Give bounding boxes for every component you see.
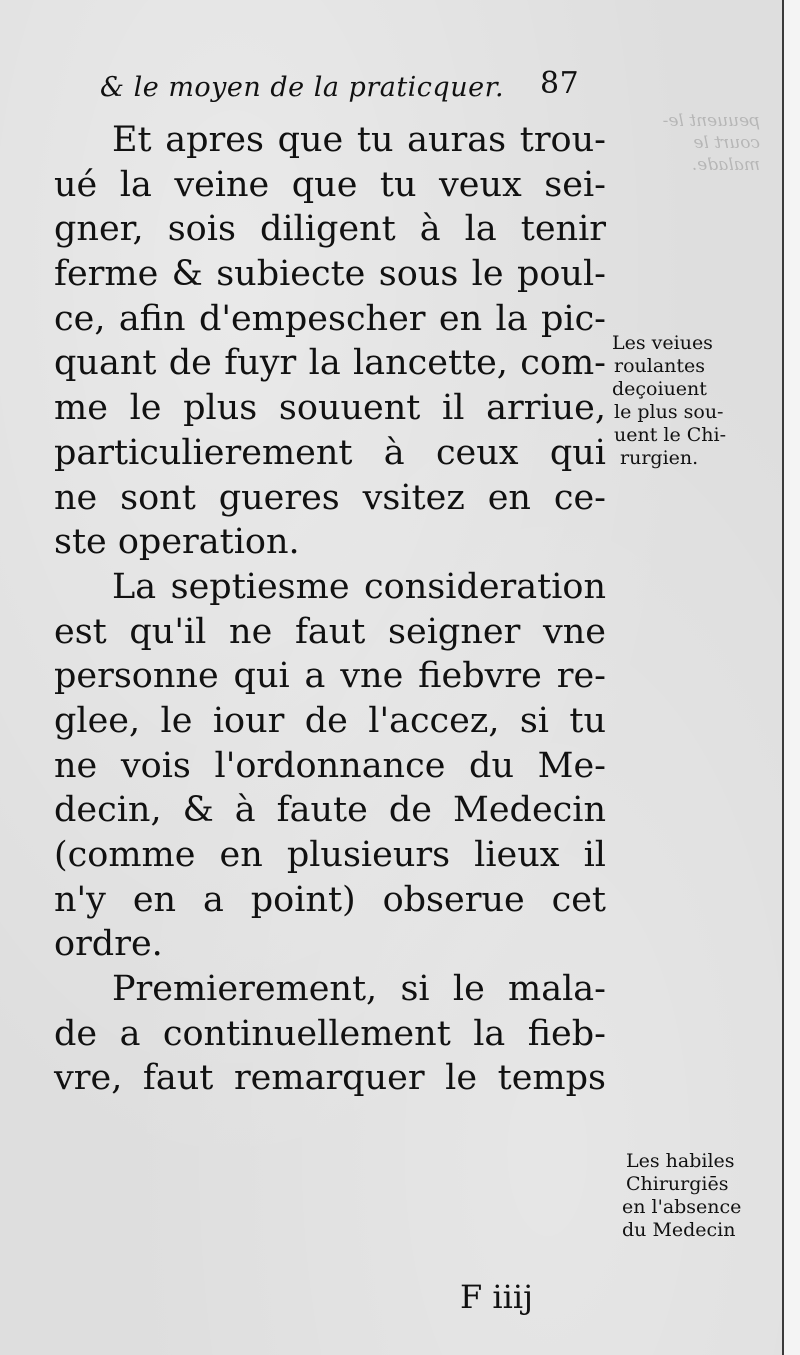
text-line: ordre. <box>54 924 163 965</box>
text-line: (comme en plusieurs lieux il <box>54 835 606 875</box>
margin-note-line: rurgien. <box>620 447 699 469</box>
page-number: 87 <box>540 66 580 101</box>
margin-note-line: uent le Chi- <box>614 424 727 446</box>
text-line: ne sont gueres vsitez en ce- <box>54 477 606 518</box>
text-line: ne vois l'ordonnance du Me- <box>54 745 606 786</box>
margin-note-line: roulantes <box>614 355 706 377</box>
margin-note-line: Les veiues <box>612 332 713 354</box>
text-line: glee, le iour de l'accez, si tu <box>54 700 606 741</box>
running-header <box>100 66 590 106</box>
margin-note-line: Chirurgiēs <box>626 1173 729 1195</box>
text-line: gner, sois diligent à la tenir <box>54 209 606 250</box>
text-line: me le plus souuent il arriue, <box>54 388 606 429</box>
body-text <box>54 118 606 1101</box>
text-line: Premierement, si le mala- <box>112 969 606 1010</box>
text-line: decin, & à faute de Medecin <box>54 790 606 831</box>
margin-note-habiles <box>622 1150 782 1242</box>
text-line: personne qui a vne fiebvre re- <box>54 656 606 697</box>
margin-note-line: du Medecin <box>622 1219 736 1241</box>
text-line: de a continuellement la fieb- <box>54 1013 606 1054</box>
margin-note-line: en l'absence <box>622 1196 742 1218</box>
signature-mark: F iiij <box>460 1278 533 1316</box>
text-line: ferme & subiecte sous le poul- <box>54 254 606 295</box>
text-line: Et apres que tu auras trou- <box>112 120 606 160</box>
running-title: & le moyen de la praticquer. <box>100 72 505 103</box>
text-line: ué la veine que tu veux sei- <box>54 164 606 205</box>
page-edge <box>782 0 800 1355</box>
text-line: n'y en a point) obserue cet <box>54 879 606 920</box>
text-line: ste operation. <box>54 522 300 563</box>
text-line: ce, afin d'empescher en la pic- <box>54 298 606 339</box>
text-line: quant de fuyr la lancette, com- <box>54 343 606 384</box>
text-line: La septiesme consideration <box>112 566 606 607</box>
text-line: particulierement à ceux qui <box>54 432 606 473</box>
text-line: est qu'il ne faut seigner vne <box>54 611 606 652</box>
margin-note-line: deçoiuent <box>612 378 707 400</box>
margin-note-veines <box>612 332 772 470</box>
margin-note-line: le plus sou- <box>614 401 724 423</box>
text-line: vre, faut remarquer le temps <box>54 1058 606 1099</box>
margin-note-line: Les habiles <box>626 1150 735 1172</box>
show-through-text: peuuent le- court le malade. <box>662 111 760 175</box>
